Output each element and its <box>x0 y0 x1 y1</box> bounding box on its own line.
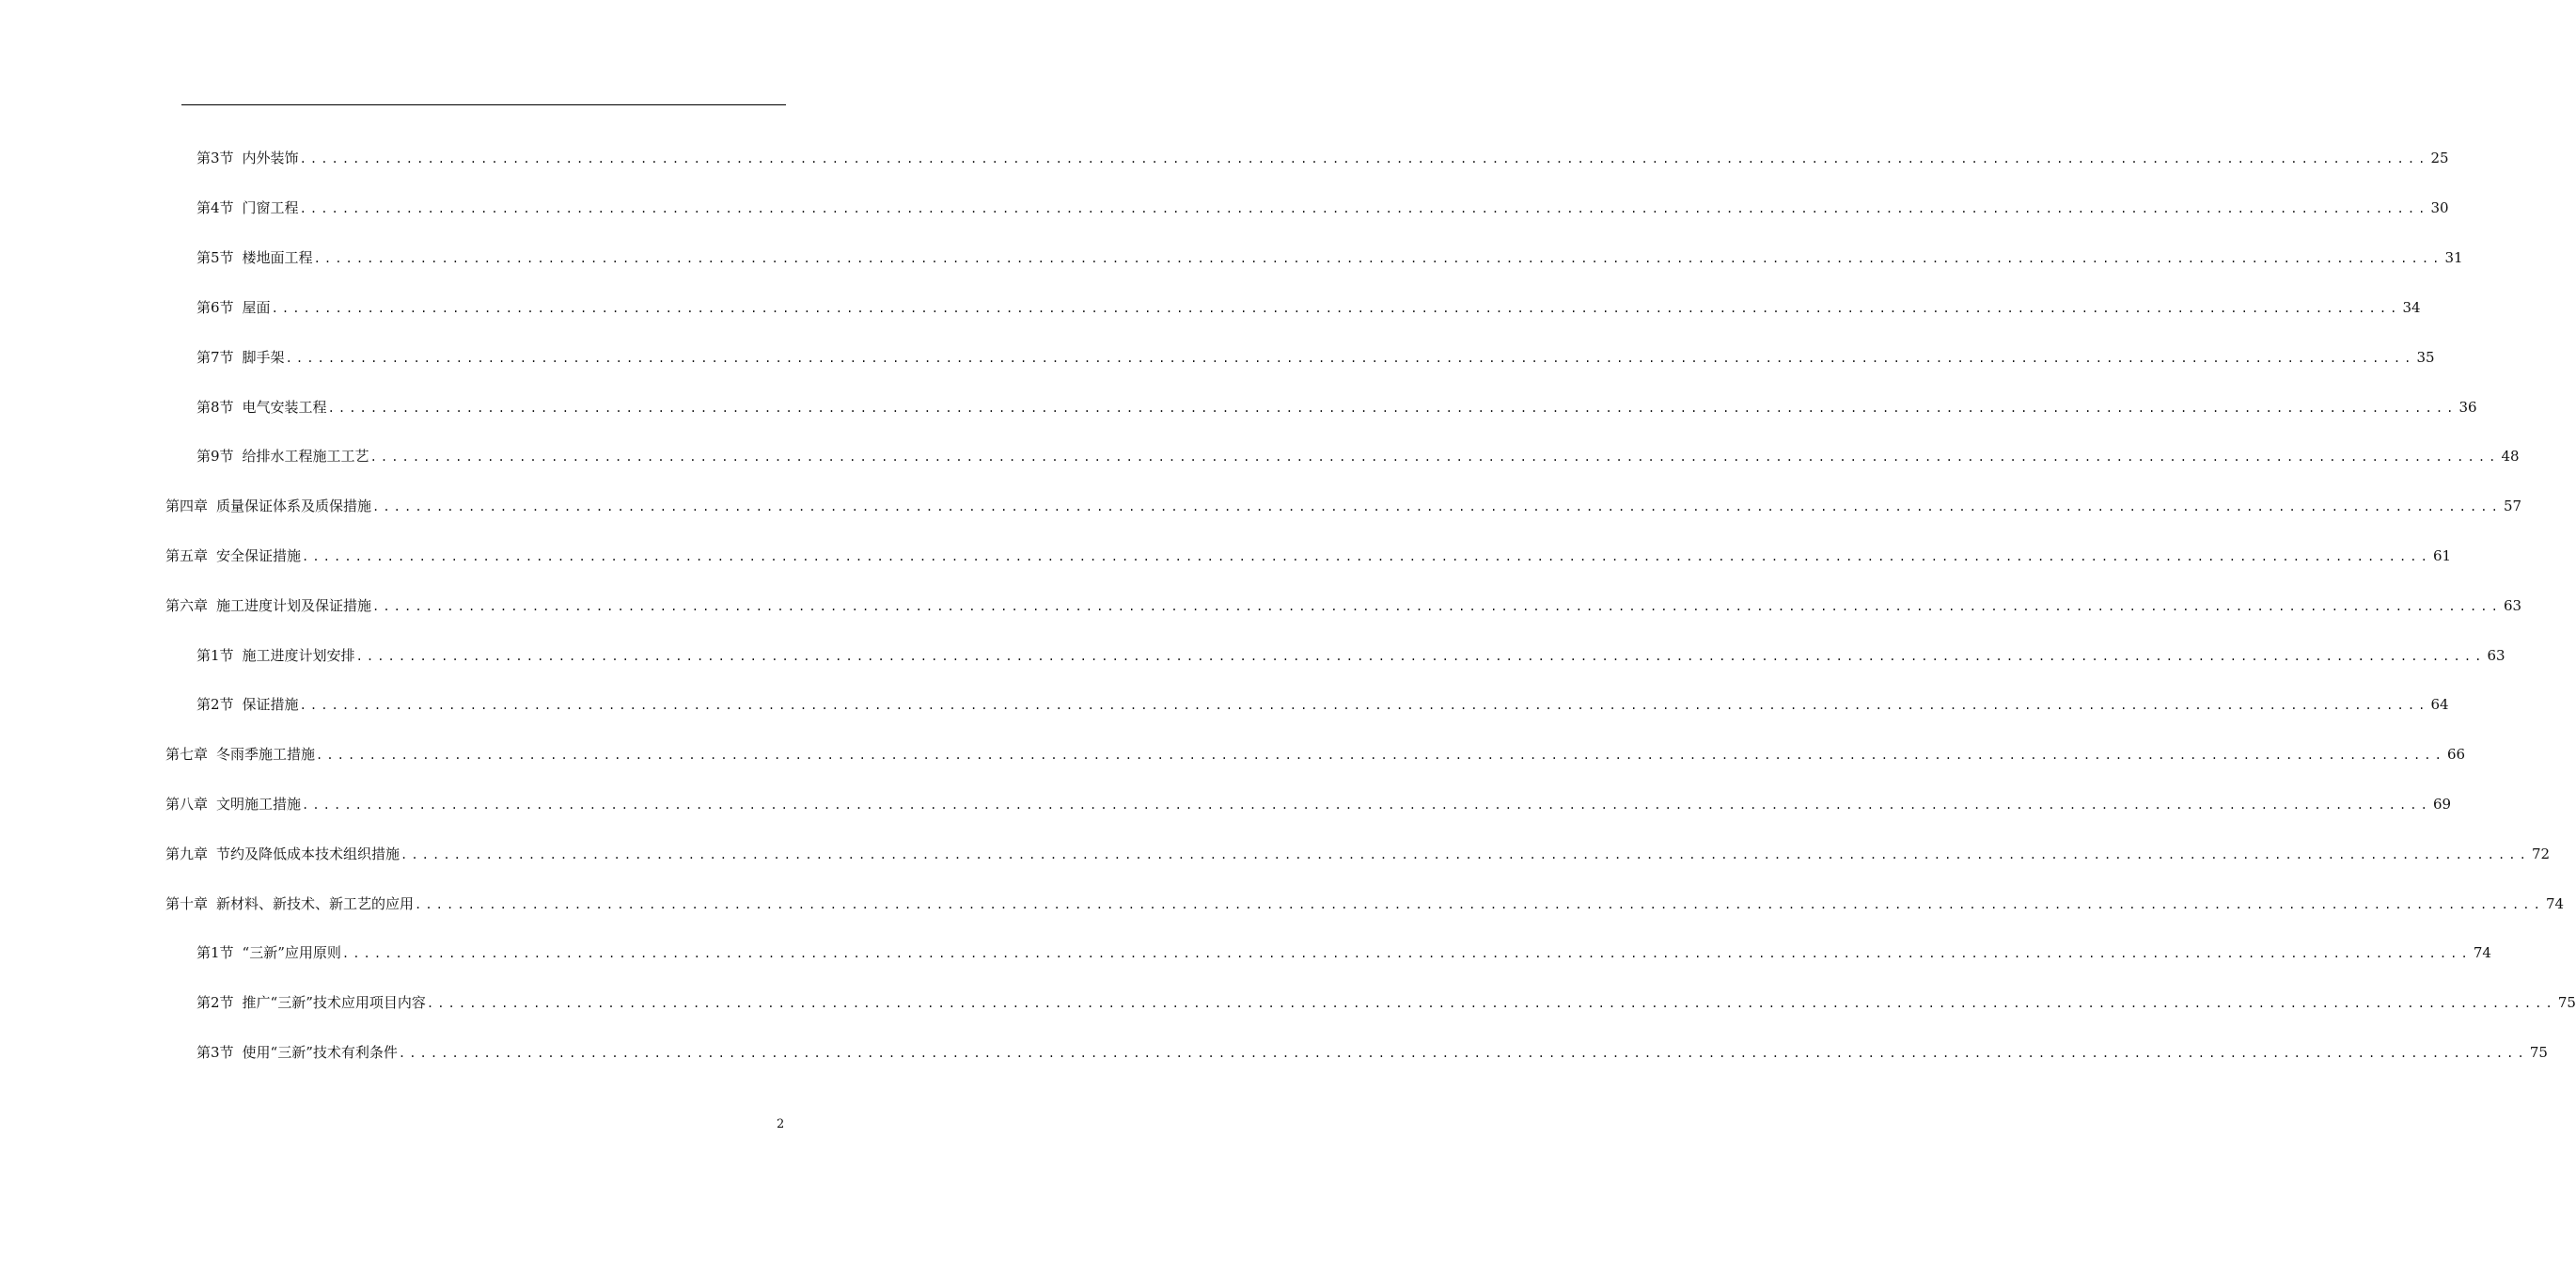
toc-entry[interactable] <box>196 297 2421 320</box>
toc-dot-leader: ........................................................................................................................................................................................................ <box>426 997 2556 1010</box>
toc-entry-title: 使用“三新”技术有利条件 <box>242 1044 398 1061</box>
toc-entry-title: “三新”应用原则 <box>242 944 341 961</box>
toc-dot-leader: ........................................................................................................................................................................................................ <box>299 152 2429 166</box>
toc-entry-number: 第6节 <box>196 299 234 316</box>
toc-entry-number: 第2节 <box>196 696 234 713</box>
toc-entry[interactable] <box>196 397 2477 419</box>
toc-dot-leader: ........................................................................................................................................................................................................ <box>372 600 2502 613</box>
toc-entry-number: 第五章 <box>165 547 209 564</box>
toc-entry-number: 第8节 <box>196 399 234 416</box>
toc-dot-leader: ........................................................................................................................................................................................................ <box>355 650 2486 663</box>
toc-dot-leader: ........................................................................................................................................................................................................ <box>316 749 2445 762</box>
toc-entry-title: 楼地面工程 <box>242 249 313 266</box>
header-rule <box>181 104 786 105</box>
toc-entry-number: 第2节 <box>196 994 234 1011</box>
toc-dot-leader: ........................................................................................................................................................................................................ <box>401 848 2530 861</box>
toc-entry[interactable] <box>196 645 2505 668</box>
toc-entry-page: 30 <box>2430 199 2449 216</box>
toc-entry-number: 第1节 <box>196 944 234 961</box>
toc-entry[interactable] <box>196 198 2449 220</box>
toc-entry-title: 施工进度计划安排 <box>242 647 355 664</box>
toc-entry-title: 脚手架 <box>242 349 285 366</box>
toc-dot-leader: ........................................................................................................................................................................................................ <box>271 302 2401 315</box>
toc-entry[interactable] <box>165 844 2551 866</box>
toc-entry-page: 63 <box>2503 597 2522 614</box>
toc-dot-leader: ........................................................................................................................................................................................................ <box>313 252 2443 265</box>
toc-entry-number: 第1节 <box>196 647 234 664</box>
toc-entry-number: 第9节 <box>196 448 234 465</box>
toc-entry-page: 48 <box>2501 448 2520 465</box>
toc-entry-number: 第3节 <box>196 1044 234 1061</box>
toc-entry[interactable] <box>196 694 2449 717</box>
toc-entry[interactable] <box>196 247 2463 270</box>
toc-dot-leader: ........................................................................................................................................................................................................ <box>302 798 2431 812</box>
toc-entry-page: 25 <box>2430 150 2449 166</box>
toc-entry-title: 新材料、新技术、新工艺的应用 <box>216 895 415 912</box>
toc-entry-number: 第八章 <box>165 796 209 813</box>
toc-entry-page: 31 <box>2444 249 2463 266</box>
toc-dot-leader: ........................................................................................................................................................................................................ <box>369 450 2500 464</box>
toc-dot-leader: ........................................................................................................................................................................................................ <box>302 550 2431 563</box>
toc-entry-page: 69 <box>2432 796 2452 813</box>
toc-entry-page: 75 <box>2529 1044 2548 1061</box>
toc-entry-title: 电气安装工程 <box>242 399 327 416</box>
toc-dot-leader: ........................................................................................................................................................................................................ <box>285 352 2415 365</box>
toc-entry-title: 冬雨季施工措施 <box>216 746 316 763</box>
toc-entry-page: 63 <box>2487 647 2505 664</box>
toc-dot-leader: ........................................................................................................................................................................................................ <box>299 202 2429 215</box>
toc-dot-leader: ........................................................................................................................................................................................................ <box>327 402 2458 415</box>
toc-entry-number: 第4节 <box>196 199 234 216</box>
toc-entry[interactable] <box>196 148 2449 170</box>
toc-entry-number: 第5节 <box>196 249 234 266</box>
toc-entry-title: 施工进度计划及保证措施 <box>216 597 372 614</box>
toc-entry-number: 第十章 <box>165 895 209 912</box>
toc-entry-title: 保证措施 <box>242 696 299 713</box>
toc-entry-page: 57 <box>2503 498 2522 514</box>
toc-entry-page: 36 <box>2458 399 2477 416</box>
toc-entry-page: 61 <box>2432 547 2452 564</box>
toc-entry-page: 66 <box>2446 746 2466 763</box>
toc-dot-leader: ........................................................................................................................................................................................................ <box>372 500 2502 514</box>
toc-entry[interactable] <box>196 347 2435 370</box>
toc-entry-title: 节约及降低成本技术组织措施 <box>216 845 401 862</box>
toc-entry-number: 第七章 <box>165 746 209 763</box>
toc-entry[interactable] <box>165 595 2522 618</box>
toc-entry-number: 第四章 <box>165 498 209 514</box>
toc-entry-page: 34 <box>2402 299 2421 316</box>
toc-entry-title: 文明施工措施 <box>216 796 302 813</box>
toc-entry-title: 门窗工程 <box>242 199 299 216</box>
toc-entry[interactable] <box>165 893 2565 916</box>
toc-entry-title: 安全保证措施 <box>216 547 302 564</box>
toc-entry-page: 74 <box>2473 944 2491 961</box>
toc-dot-leader: ........................................................................................................................................................................................................ <box>341 947 2472 960</box>
toc-entry-title: 质量保证体系及质保措施 <box>216 498 372 514</box>
toc-entry-page: 64 <box>2430 696 2449 713</box>
toc-entry[interactable] <box>165 794 2452 816</box>
toc-entry-number: 第7节 <box>196 349 234 366</box>
toc-entry-number: 第3节 <box>196 150 234 166</box>
toc-entry[interactable] <box>196 1042 2548 1065</box>
toc-dot-leader: ........................................................................................................................................................................................................ <box>415 898 2544 911</box>
toc-entry-page: 74 <box>2545 895 2565 912</box>
toc-entry[interactable] <box>196 446 2520 468</box>
toc-entry-page: 72 <box>2531 845 2551 862</box>
toc-entry[interactable] <box>165 496 2522 518</box>
toc-entry[interactable] <box>196 992 2576 1015</box>
toc-entry-title: 内外装饰 <box>242 150 299 166</box>
toc-entry-page: 75 <box>2557 994 2576 1011</box>
toc-dot-leader: ........................................................................................................................................................................................................ <box>299 699 2429 712</box>
toc-entry-number: 第九章 <box>165 845 209 862</box>
toc-entry-page: 35 <box>2416 349 2435 366</box>
toc-dot-leader: ........................................................................................................................................................................................................ <box>398 1047 2528 1060</box>
toc-entry[interactable] <box>165 545 2452 568</box>
toc-entry-title: 推广“三新”技术应用项目内容 <box>242 994 426 1011</box>
toc-entry-number: 第六章 <box>165 597 209 614</box>
page-number: 2 <box>777 1117 785 1131</box>
toc-entry[interactable] <box>196 942 2491 965</box>
toc-entry-title: 屋面 <box>242 299 271 316</box>
toc-entry-title: 给排水工程施工工艺 <box>242 448 369 465</box>
toc-entry[interactable] <box>165 744 2466 766</box>
